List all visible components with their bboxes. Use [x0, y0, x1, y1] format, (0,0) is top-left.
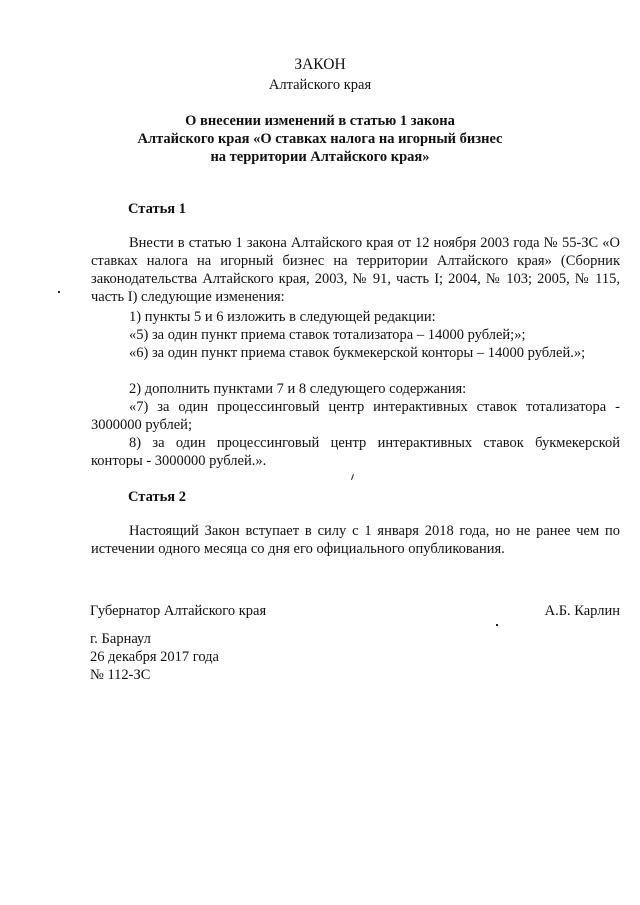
law-title-line-3: на территории Алтайского края» — [210, 149, 430, 165]
article-1-point-8: 8) за один процессинговый центр интерактивных ставок букмекерской конторы - 3000000 рублей.». — [91, 435, 620, 469]
scan-dot — [496, 624, 498, 626]
signature-position: Губернатор Алтайского края — [90, 603, 267, 619]
article-1-point-6: «6) за один пункт приема ставок букмекерской конторы – 14000 рублей.»; — [129, 345, 586, 361]
footer-number: № 112-ЗС — [90, 667, 151, 683]
article-1-item-2: 2) дополнить пунктами 7 и 8 следующего содержания: — [129, 381, 467, 397]
footer-city: г. Барнаул — [90, 631, 151, 647]
law-region: Алтайского края — [268, 77, 372, 93]
law-title-line-2: Алтайского края «О ставках налога на игорный бизнес — [137, 131, 503, 147]
scan-mark — [351, 474, 354, 480]
article-1-intro: Внести в статью 1 закона Алтайского края от 12 ноября 2003 года № 55-ЗС «О ставках налога на игорный бизнес на территории Алтайского края» (Сборник законодательства Алтайского края, 2003, № 91, часть I; 2004, № 103; 2005, № 115, часть I) следующие изменения: — [91, 235, 620, 305]
footer-date: 26 декабря 2017 года — [90, 649, 219, 665]
law-type: ЗАКОН — [294, 56, 346, 73]
law-title-line-1: О внесении изменений в статью 1 закона — [185, 113, 455, 129]
article-2-text: Настоящий Закон вступает в силу с 1 января 2018 года, но не ранее чем по истечении одного месяца со дня его официального опубликования. — [91, 523, 620, 557]
article-2-heading: Статья 2 — [128, 489, 186, 505]
article-1-point-5: «5) за один пункт приема ставок тотализатора – 14000 рублей;»; — [129, 327, 526, 343]
article-1-point-7: «7) за один процессинговый центр интерактивных ставок тотализатора - 3000000 рублей; — [91, 399, 620, 433]
article-1-heading: Статья 1 — [128, 201, 186, 217]
article-1-item-1: 1) пункты 5 и 6 изложить в следующей редакции: — [129, 309, 436, 325]
scan-dot — [58, 291, 60, 293]
signature-name: А.Б. Карлин — [544, 603, 620, 619]
